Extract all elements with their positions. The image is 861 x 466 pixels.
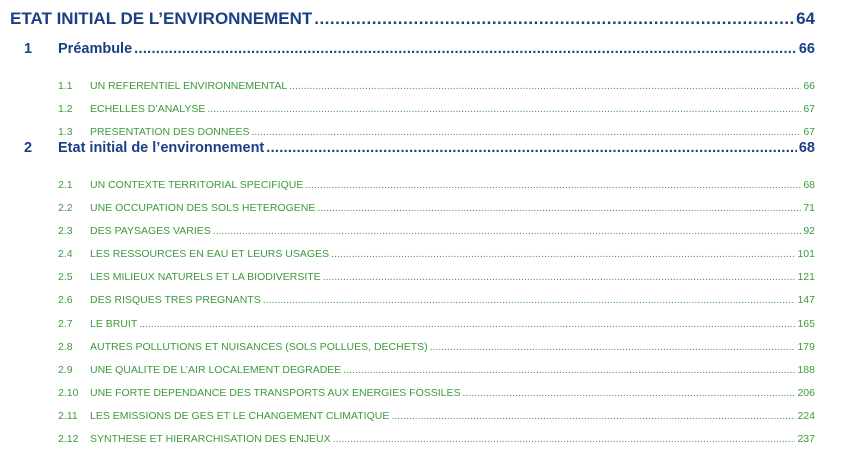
- dot-leader: [333, 433, 796, 445]
- toc-section-number: 2: [24, 140, 33, 156]
- toc-page-number: 67: [803, 103, 815, 115]
- dot-leader: [463, 387, 796, 399]
- toc-page-number: 68: [803, 179, 815, 191]
- toc-item-entry[interactable]: [58, 225, 815, 237]
- toc-item-title: LES MILIEUX NATURELS ET LA BIODIVERSITE: [90, 271, 321, 283]
- toc-page-number: 224: [797, 410, 815, 422]
- toc-section-entry[interactable]: [24, 140, 815, 156]
- toc-item-number: 2.8: [58, 341, 73, 353]
- toc-page-number: 101: [797, 248, 815, 260]
- toc-item-number: 1.1: [58, 80, 73, 92]
- toc-page-number: 188: [797, 364, 815, 376]
- toc-item-number: 2.9: [58, 364, 73, 376]
- toc-item-entry[interactable]: [58, 294, 815, 306]
- dot-leader: [331, 248, 795, 260]
- toc-item-title: UNE FORTE DEPENDANCE DES TRANSPORTS AUX ENERGIES FOSSILES: [90, 387, 461, 399]
- dot-leader: [207, 103, 801, 115]
- toc-item-title: LE BRUIT: [90, 318, 138, 330]
- toc-item-number: 2.11: [58, 410, 78, 422]
- toc-item-title: UN REFERENTIEL ENVIRONNEMENTAL: [90, 80, 288, 92]
- toc-item-number: 2.4: [58, 248, 73, 260]
- toc-item-number: 2.10: [58, 387, 79, 399]
- toc-page-number: 121: [797, 271, 815, 283]
- dot-leader: [343, 364, 795, 376]
- toc-item-entry[interactable]: [58, 80, 815, 92]
- toc-item-title: DES RISQUES TRES PREGNANTS: [90, 294, 261, 306]
- toc-item-entry[interactable]: [58, 387, 815, 399]
- toc-item-title: UNE OCCUPATION DES SOLS HETEROGENE: [90, 202, 316, 214]
- toc-section-number: 1: [24, 41, 33, 57]
- toc-page-number: 147: [797, 294, 815, 306]
- toc-item-number: 2.7: [58, 318, 73, 330]
- toc-page-number: 68: [798, 140, 815, 156]
- toc-item-title: LES RESSOURCES EN EAU ET LEURS USAGES: [90, 248, 330, 260]
- toc-page-number: 66: [803, 80, 815, 92]
- toc-item-title: UN CONTEXTE TERRITORIAL SPECIFIQUE: [90, 179, 304, 191]
- toc-item-title: DES PAYSAGES VARIES: [90, 225, 211, 237]
- toc-item-title: ECHELLES D’ANALYSE: [90, 103, 206, 115]
- toc-section-title: Préambule: [58, 41, 133, 57]
- toc-item-entry[interactable]: [58, 364, 815, 376]
- toc-item-entry[interactable]: [58, 271, 815, 283]
- dot-leader: [139, 318, 795, 330]
- toc-item-number: 2.1: [58, 179, 73, 191]
- toc-item-entry[interactable]: [58, 410, 815, 422]
- toc-page-number: 66: [798, 41, 815, 57]
- toc-main-title: ETAT INITIAL DE L’ENVIRONNEMENT: [10, 9, 313, 28]
- dot-leader: [266, 140, 797, 156]
- toc-section-entry[interactable]: [24, 41, 815, 57]
- toc-item-title: LES EMISSIONS DE GES ET LE CHANGEMENT CLIMATIQUE: [90, 410, 390, 422]
- toc-main-entry[interactable]: [10, 9, 815, 29]
- dot-leader: [323, 271, 796, 283]
- toc-page-number: 67: [803, 126, 815, 138]
- toc-page-number: 71: [803, 202, 815, 214]
- toc-section-title: Etat initial de l’environnement: [58, 140, 265, 156]
- toc-item-entry[interactable]: [58, 248, 815, 260]
- toc-item-number: 2.5: [58, 271, 73, 283]
- dot-leader: [251, 126, 801, 138]
- toc-item-entry[interactable]: [58, 341, 815, 353]
- toc-page-number: 165: [797, 318, 815, 330]
- toc-item-entry[interactable]: [58, 103, 815, 115]
- toc-item-number: 2.2: [58, 202, 73, 214]
- dot-leader: [305, 179, 801, 191]
- dot-leader: [314, 9, 794, 29]
- toc-item-number: 1.3: [58, 126, 73, 138]
- dot-leader: [134, 41, 797, 57]
- toc-item-entry[interactable]: [58, 318, 815, 330]
- toc-page-number: 64: [796, 9, 815, 28]
- toc-item-number: 2.6: [58, 294, 73, 306]
- toc-item-title: AUTRES POLLUTIONS ET NUISANCES (SOLS POLLUES, DECHETS): [90, 341, 428, 353]
- dot-leader: [289, 80, 801, 92]
- dot-leader: [213, 225, 802, 237]
- dot-leader: [391, 410, 795, 422]
- toc-page-number: 237: [797, 433, 815, 445]
- toc-item-title: SYNTHESE ET HIERARCHISATION DES ENJEUX: [90, 433, 331, 445]
- toc-page-number: 92: [803, 225, 815, 237]
- toc-page-number: 179: [797, 341, 815, 353]
- toc-item-entry[interactable]: [58, 179, 815, 191]
- toc-page-number: 206: [797, 387, 815, 399]
- toc-item-number: 2.12: [58, 433, 79, 445]
- toc-item-title: PRESENTATION DES DONNEES: [90, 126, 250, 138]
- toc-item-entry[interactable]: [58, 202, 815, 214]
- dot-leader: [263, 294, 796, 306]
- toc-item-number: 1.2: [58, 103, 73, 115]
- toc-item-entry[interactable]: [58, 126, 815, 138]
- toc-item-title: UNE QUALITE DE L’AIR LOCALEMENT DEGRADEE: [90, 364, 342, 376]
- dot-leader: [430, 341, 796, 353]
- dot-leader: [317, 202, 801, 214]
- toc-item-entry[interactable]: [58, 433, 815, 445]
- toc-item-number: 2.3: [58, 225, 73, 237]
